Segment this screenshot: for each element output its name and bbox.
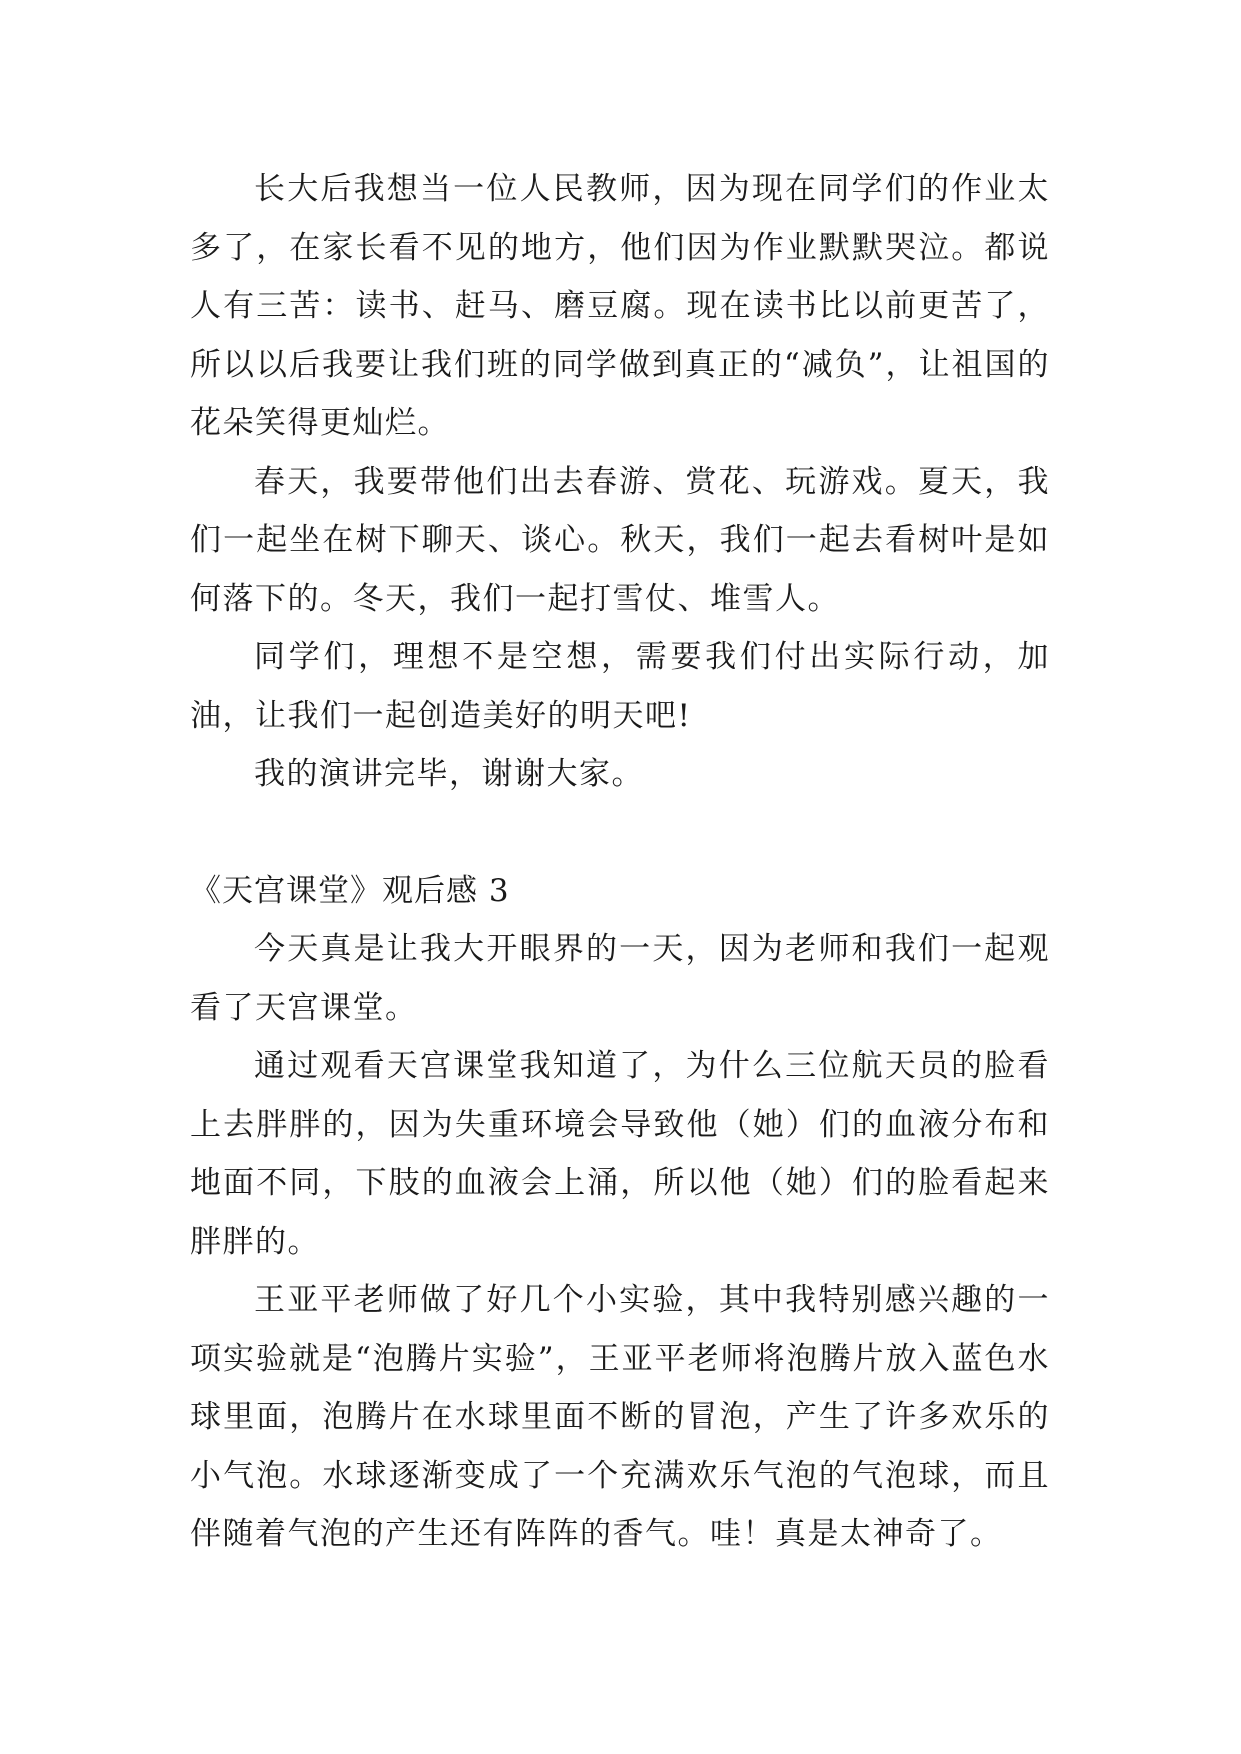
paragraph-encouragement: 同学们，理想不是空想，需要我们付出实际行动，加油，让我们一起创造美好的明天吧! <box>190 639 1050 734</box>
paragraph-effervescent-experiment: 王亚平老师做了好几个小实验，其中我特别感兴趣的一项实验就是“泡腾片实验”，王亚平老师将泡腾片放入蓝色水球里面，泡腾片在水球里面不断的冒泡，产生了许多欢乐的小气泡。水球逐渐变成了一个充满欢乐气泡的气泡球，而且伴随着气泡的产生还有阵阵的香气。哇！真是太神奇了。 <box>190 1282 1050 1552</box>
section-title: 《天宫课堂》观后感 3 <box>190 872 510 909</box>
document-body <box>190 160 1050 1564</box>
paragraph-seasons: 春天，我要带他们出去春游、赏花、玩游戏。夏天，我们一起坐在树下聊天、谈心。秋天，我们一起去看树叶是如何落下的。冬天，我们一起打雪仗、堆雪人。 <box>190 463 1050 617</box>
paragraph-intro: 今天真是让我大开眼界的一天，因为老师和我们一起观看了天宫课堂。 <box>190 931 1050 1026</box>
paragraph-teacher-dream: 长大后我想当一位人民教师，因为现在同学们的作业太多了，在家长看不见的地方，他们因为作业默默哭泣。都说人有三苦：读书、赶马、磨豆腐。现在读书比以前更苦了，所以以后我要让我们班的同学做到真正的“减负”，让祖国的花朵笑得更灿烂。 <box>190 171 1050 441</box>
section-spacer <box>190 804 1050 862</box>
paragraph-closing: 我的演讲完毕，谢谢大家。 <box>254 756 644 792</box>
paragraph-astronaut-faces: 通过观看天宫课堂我知道了，为什么三位航天员的脸看上去胖胖的，因为失重环境会导致他（她）们的血液分布和地面不同，下肢的血液会上涌，所以他（她）们的脸看起来胖胖的。 <box>190 1048 1050 1260</box>
